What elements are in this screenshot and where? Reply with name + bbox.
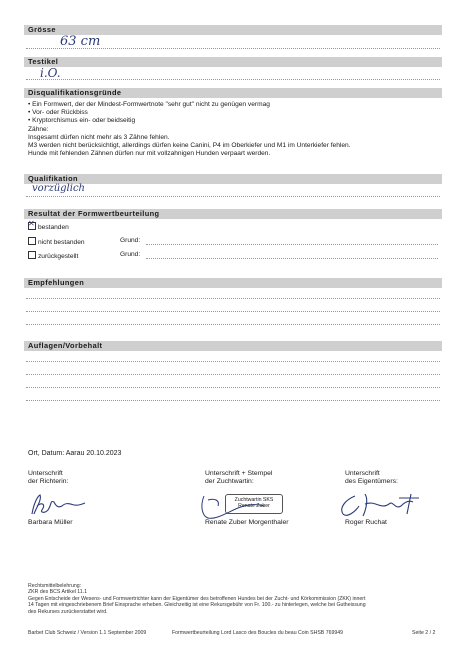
checkbox-nicht-bestanden[interactable]	[28, 237, 36, 245]
disq-line: • Ein Formwert, der der Mindest-Formwertnote "sehr gut" nicht zu genügen vermag	[28, 101, 270, 108]
option-bestanden-label: bestanden	[38, 224, 69, 231]
qualifikation-label: Qualifikation	[28, 174, 78, 183]
disq-line: Hunde mit fehlenden Zähnen dürfen nur mit vollzahnigen Hunden verpaart werden.	[28, 150, 271, 158]
disq-line: • Vor- oder Rückbiss	[28, 109, 88, 117]
rechtsmittel-line: des Rekurses zurückerstattet wird.	[28, 608, 108, 615]
auflagen-label: Auflagen/Vorbehalt	[28, 341, 103, 350]
grund-label-2: Grund:	[120, 251, 141, 258]
richterin-label-1: Unterschrift	[28, 470, 63, 477]
rechtsmittel-title: Rechtsmittelbelehrung:	[28, 583, 82, 589]
auflagen-line[interactable]	[26, 374, 440, 375]
empfehlungen-line[interactable]	[26, 311, 440, 312]
option-zurueckgestellt-label: zurückgestellt	[38, 253, 79, 260]
auflagen-line[interactable]	[26, 387, 440, 388]
section-resultat-header	[24, 209, 442, 219]
disq-line: Insgesamt dürfen nicht mehr als 3 Zähne fehlen.	[28, 133, 170, 141]
section-testikel-header	[24, 57, 442, 67]
empfehlungen-line[interactable]	[26, 324, 440, 325]
rechtsmittel-block	[28, 583, 366, 615]
rechtsmittel-line: 14 Tagen mit eingeschriebenem Brief Einsprache erheben. Gleichzeitig ist eine Rekursgebühr von Fr. 100.- zu hinterlegen, welche bei Gutheissung	[28, 602, 366, 609]
section-disq-header	[24, 88, 442, 98]
richterin-label	[28, 470, 68, 486]
ort-datum: Ort, Datum: Aarau 20.10.2023	[28, 450, 122, 457]
eigentuemer-name: Roger Ruchat	[345, 519, 387, 526]
section-qualifikation-header	[24, 174, 442, 184]
groesse-label: Grösse	[28, 25, 56, 34]
empfehlungen-line[interactable]	[26, 298, 440, 299]
section-empfehlungen-header	[24, 278, 442, 288]
testikel-value: i.O.	[40, 66, 61, 80]
checkbox-zurueckgestellt[interactable]	[28, 251, 36, 259]
footer-left: Barbet Club Schweiz / Version 1.1 September 2009	[28, 630, 147, 636]
eigentuemer-signature	[335, 490, 425, 520]
zuechter-label-2: der Zuchtwartin:	[205, 478, 254, 486]
qualifikation-value: vorzüglich	[32, 183, 85, 194]
zuechter-label-1: Unterschrift + Stempel	[205, 470, 273, 477]
option-zurueckgestellt[interactable]	[28, 251, 78, 261]
disq-list	[28, 101, 351, 158]
grund-line-1[interactable]	[146, 244, 438, 245]
option-nicht-bestanden-label: nicht bestanden	[38, 239, 85, 246]
rechtsmittel-line: Gegen Entscheide der Wesens- und Formwertrichter kann der Eigentümer des betroffenen Hundes bei der Zucht- und Körkommission (ZKK) innert	[28, 595, 366, 602]
eigentuemer-label	[345, 470, 398, 486]
eigentuemer-label-2: des Eigentümers:	[345, 478, 398, 486]
qualifikation-line	[26, 196, 440, 197]
richterin-label-2: der Richterin:	[28, 478, 69, 486]
richterin-signature	[28, 492, 88, 518]
disq-line: • Kryptorchismus ein- oder beidseitig	[28, 117, 136, 125]
checkbox-bestanden[interactable]	[28, 222, 36, 230]
disq-line: M3 werden nicht berücksichtigt, allerdings dürfen keine Canini, P4 im Oberkiefer und M1 im Unterkiefer fehlen.	[28, 142, 351, 150]
footer-center: Formwertbeurteilung Lord Lasco des Boucles du beau Coin SHSB 769949	[172, 630, 344, 636]
groesse-line	[26, 48, 440, 49]
grund-label-1: Grund:	[120, 237, 141, 244]
groesse-value: 63 cm	[60, 34, 101, 49]
option-nicht-bestanden[interactable]	[28, 237, 85, 247]
testikel-line	[26, 79, 440, 80]
stamp-line-2: Renate Zuber	[238, 503, 270, 510]
zuechter-signature	[198, 490, 268, 522]
disq-line: Zähne:	[28, 125, 49, 133]
zuechter-name: Renate Zuber Morgenthaler	[205, 519, 289, 526]
disq-label: Disqualifikationsgründe	[28, 88, 122, 97]
richterin-name: Barbara Müller	[28, 519, 73, 526]
option-bestanden[interactable]	[28, 222, 69, 232]
eigentuemer-label-1: Unterschrift	[345, 470, 380, 477]
stamp-line-1: Zuchtwartin SKS	[234, 497, 274, 503]
rechtsmittel-line: ZKR des BCS Artikel 11.1	[28, 589, 88, 596]
section-auflagen-header	[24, 341, 442, 351]
testikel-label: Testikel	[28, 57, 59, 66]
zuechter-label	[205, 470, 272, 486]
auflagen-line[interactable]	[26, 361, 440, 362]
empfehlungen-label: Empfehlungen	[28, 278, 85, 287]
grund-line-2[interactable]	[146, 258, 438, 259]
resultat-label: Resultat der Formwertbeurteilung	[28, 209, 160, 218]
auflagen-line[interactable]	[26, 400, 440, 401]
footer-page-number: Seite 2 / 2	[412, 630, 436, 636]
